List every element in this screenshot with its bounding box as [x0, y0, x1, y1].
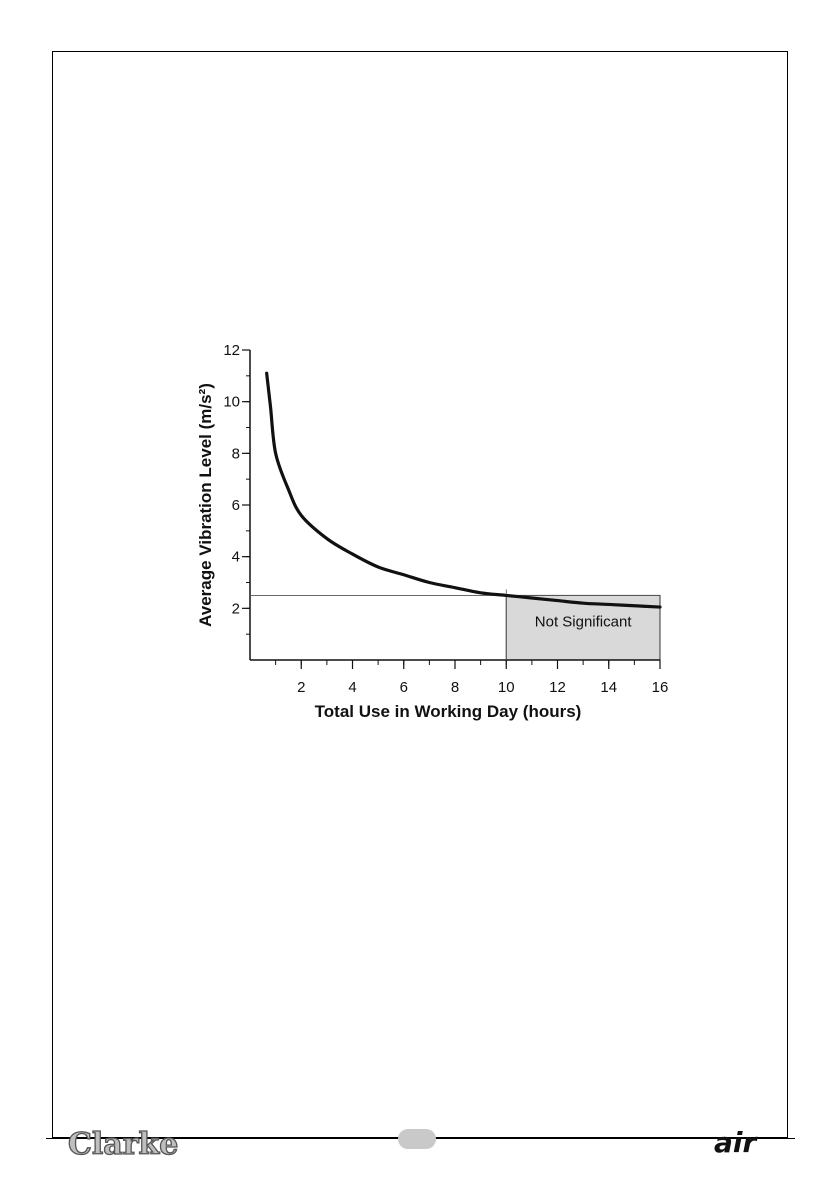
x-axis-title: Total Use in Working Day (hours) [314, 702, 582, 721]
y-tick-label: 6 [231, 497, 240, 514]
x-tick-label: 14 [600, 679, 618, 696]
svg-text:air: air [714, 1126, 757, 1159]
x-tick-label: 12 [549, 679, 566, 696]
y-tick-label: 8 [231, 445, 240, 463]
chart-series [267, 373, 660, 607]
page-number-pill [398, 1129, 436, 1149]
x-tick-label: 6 [399, 679, 408, 696]
y-tick-label: 12 [223, 342, 240, 359]
svg-text:Clarke: Clarke [68, 1127, 179, 1162]
y-tick-label: 4 [231, 548, 240, 566]
x-tick-label: 16 [651, 679, 669, 696]
clarke-logo [66, 1124, 179, 1162]
x-tick-label: 10 [497, 679, 515, 696]
y-axis-title: Average Vibration Level (m/s²) [196, 383, 215, 627]
x-tick-label: 2 [297, 679, 306, 696]
x-tick-label: 4 [348, 679, 357, 696]
series-line [267, 373, 660, 607]
region-label: Not Significant [534, 613, 632, 631]
y-tick-label: 10 [223, 393, 240, 411]
y-tick-label: 2 [231, 600, 240, 618]
air-logo [712, 1126, 774, 1158]
x-tick-label: 8 [450, 679, 460, 696]
